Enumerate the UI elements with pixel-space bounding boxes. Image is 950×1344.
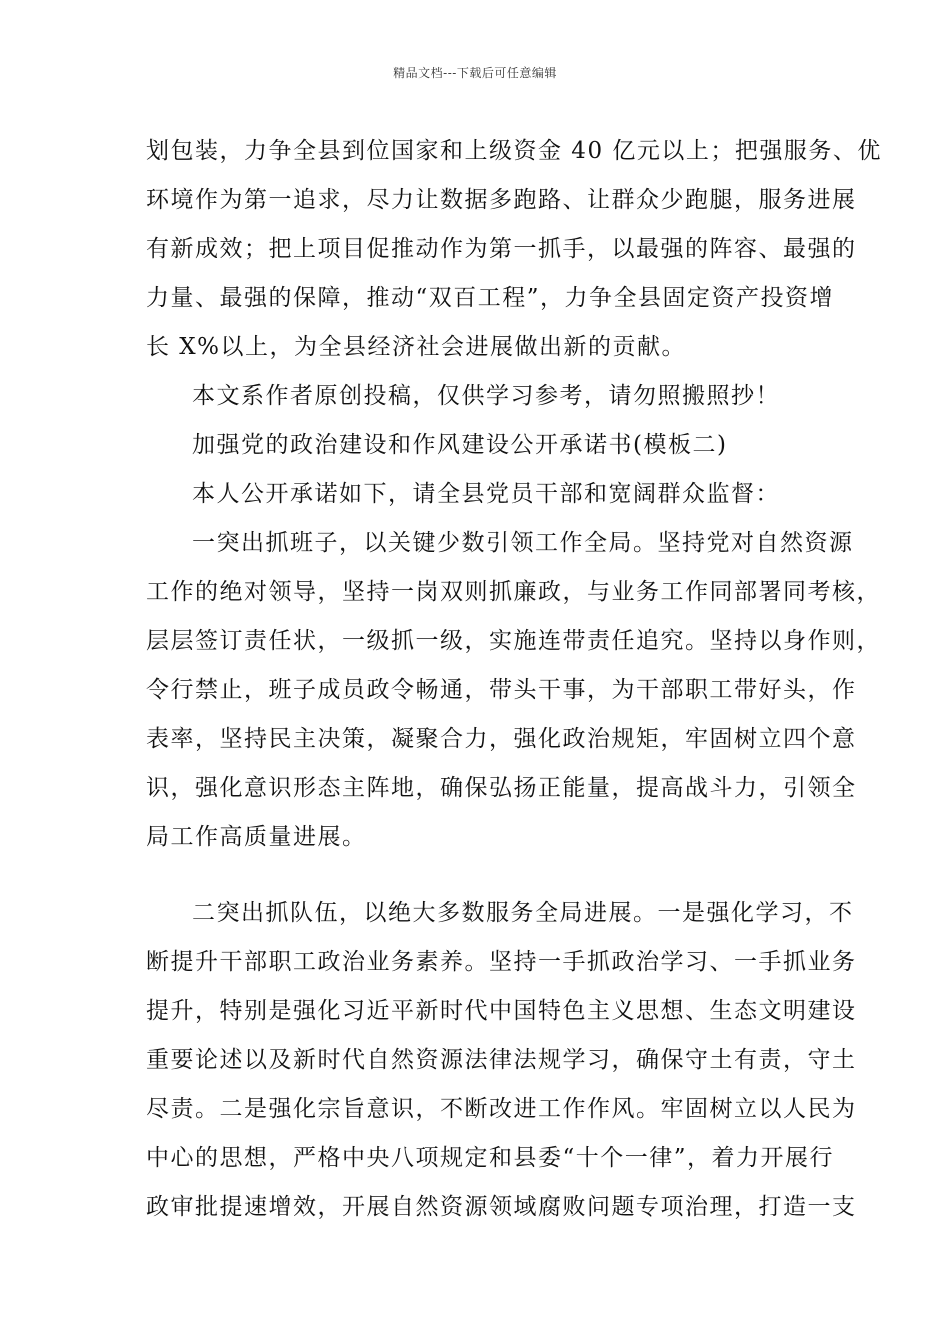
text-line: 断提升干部职工政治业务素养。坚持一手抓政治学习、一手抓业务: [146, 949, 857, 975]
text-line: 工作的绝对领导，坚持一岗双则抓廉政，与业务工作同部署同考核，: [146, 579, 881, 605]
document-body: [146, 127, 882, 1232]
text-line: 层层签订责任状，一级抓一级，实施连带责任追究。坚持以身作则，: [146, 628, 881, 654]
text-line: 长 X%以上，为全县经济社会进展做出新的贡献。: [146, 334, 687, 360]
page-header: 精品文档---下载后可任意编辑: [393, 66, 557, 80]
text-line: 政审批提速增效，开展自然资源领域腐败问题专项治理，打造一支: [146, 1194, 857, 1220]
text-line: 有新成效；把上项目促推动作为第一抓手，以最强的阵容、最强的: [146, 236, 857, 262]
text-line: 本文系作者原创投稿，仅供学习参考，请勿照搬照抄！: [192, 383, 780, 409]
text-line: 加强党的政治建设和作风建设公开承诺书(模板二): [192, 432, 728, 458]
text-line: 中心的思想，严格中央八项规定和县委“十个一律”，着力开展行: [146, 1145, 835, 1171]
text-line: 本人公开承诺如下，请全县党员干部和宽阔群众监督：: [192, 481, 780, 507]
text-line: 局工作高质量进展。: [146, 824, 367, 850]
text-line: 尽责。二是强化宗旨意识，不断改进工作作风。牢固树立以人民为: [146, 1096, 857, 1122]
text-line: 重要论述以及新时代自然资源法律法规学习，确保守土有责，守土: [146, 1047, 857, 1073]
text-line: 划包装，力争全县到位国家和上级资金 40 亿元以上；把强服务、优: [146, 138, 882, 164]
text-line: 令行禁止，班子成员政令畅通，带头干事，为干部职工带好头，作: [146, 677, 857, 703]
text-line: 识，强化意识形态主阵地，确保弘扬正能量，提高战斗力，引领全: [146, 775, 857, 801]
text-line: 力量、最强的保障，推动“双百工程”，力争全县固定资产投资增: [146, 285, 835, 311]
text-line: 提升，特别是强化习近平新时代中国特色主义思想、生态文明建设: [146, 998, 857, 1024]
text-line: 一突出抓班子，以关键少数引领工作全局。坚持党对自然资源: [192, 530, 854, 556]
text-line: 二突出抓队伍，以绝大多数服务全局进展。一是强化学习，不: [192, 900, 854, 926]
text-line: 环境作为第一追求，尽力让数据多跑路、让群众少跑腿，服务进展: [146, 187, 857, 213]
paragraph-gap: [146, 862, 812, 889]
text-line: 表率，坚持民主决策，凝聚合力，强化政治规矩，牢固树立四个意: [146, 726, 857, 752]
